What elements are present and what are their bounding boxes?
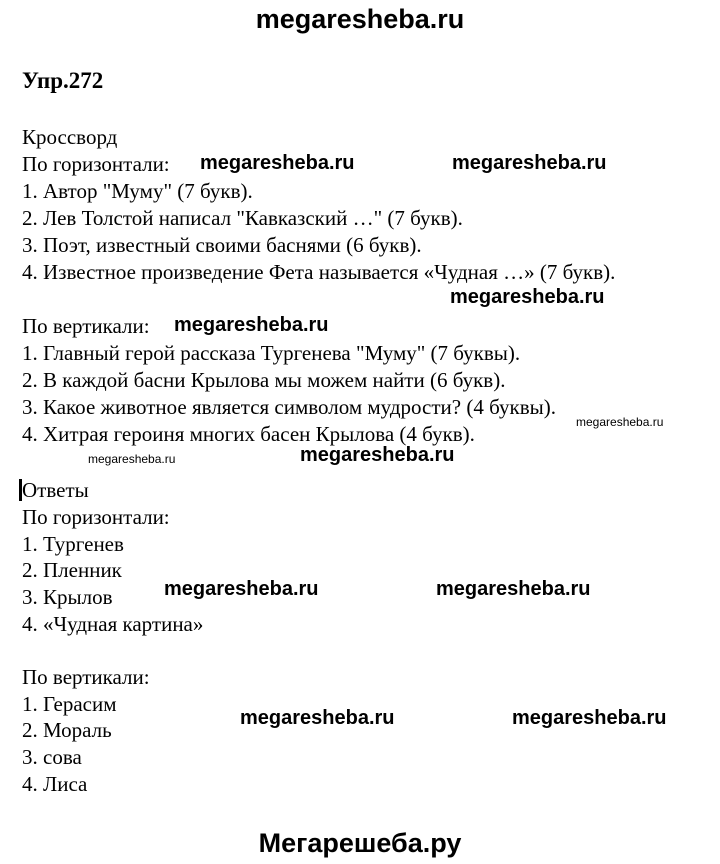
- watermark: megaresheba.ru: [164, 578, 319, 600]
- answer-vertical-item: 1. Герасим: [22, 692, 117, 716]
- exercise-title: Упр.272: [22, 68, 104, 93]
- task-vertical-item: 3. Какое животное является символом мудрости? (4 буквы).: [22, 395, 556, 419]
- answer-horizontal-item: 2. Пленник: [22, 558, 122, 582]
- watermark: megaresheba.ru: [512, 707, 667, 729]
- site-footer: Мегарешеба.ру: [258, 828, 462, 858]
- task-horizontal-item: 3. Поэт, известный своими баснями (6 букв).: [22, 233, 422, 257]
- answer-vertical-item: 2. Мораль: [22, 718, 112, 742]
- task-vertical-item: 4. Хитрая героиня многих басен Крылова (4 букв).: [22, 422, 475, 446]
- watermark: megaresheba.ru: [436, 578, 591, 600]
- answer-horizontal-item: 4. «Чудная картина»: [22, 612, 204, 636]
- watermark: megaresheba.ru: [88, 452, 176, 466]
- watermark: megaresheba.ru: [452, 152, 607, 174]
- watermark: megaresheba.ru: [300, 444, 455, 466]
- watermark: megaresheba.ru: [200, 152, 355, 174]
- task-heading: Кроссворд: [22, 125, 118, 149]
- answer-horizontal-item: 3. Крылов: [22, 585, 113, 609]
- task-vertical-item: 2. В каждой басни Крылова мы можем найти (6 букв).: [22, 368, 506, 392]
- answers-vertical-heading: По вертикали:: [22, 665, 150, 689]
- site-header: megaresheba.ru: [255, 4, 465, 34]
- watermark: megaresheba.ru: [240, 707, 395, 729]
- task-vertical-item: 1. Главный герой рассказа Тургенева "Муму" (7 буквы).: [22, 341, 521, 365]
- task-horizontal-item: 4. Известное произведение Фета называется «Чудная …» (7 букв).: [22, 260, 616, 284]
- task-horizontal-item: 1. Автор "Муму" (7 букв).: [22, 179, 253, 203]
- watermark: megaresheba.ru: [174, 314, 329, 336]
- answer-vertical-item: 3. сова: [22, 745, 82, 769]
- watermark: megaresheba.ru: [450, 286, 605, 308]
- answers-horizontal-heading: По горизонтали:: [22, 505, 170, 529]
- task-horizontal-heading: По горизонтали:: [22, 152, 170, 176]
- task-horizontal-item: 2. Лев Толстой написал "Кавказский …" (7 букв).: [22, 206, 463, 230]
- task-vertical-heading: По вертикали:: [22, 314, 150, 338]
- answers-heading: Ответы: [22, 478, 89, 502]
- answer-vertical-item: 4. Лиса: [22, 772, 88, 796]
- watermark: megaresheba.ru: [576, 415, 664, 429]
- answer-horizontal-item: 1. Тургенев: [22, 532, 124, 556]
